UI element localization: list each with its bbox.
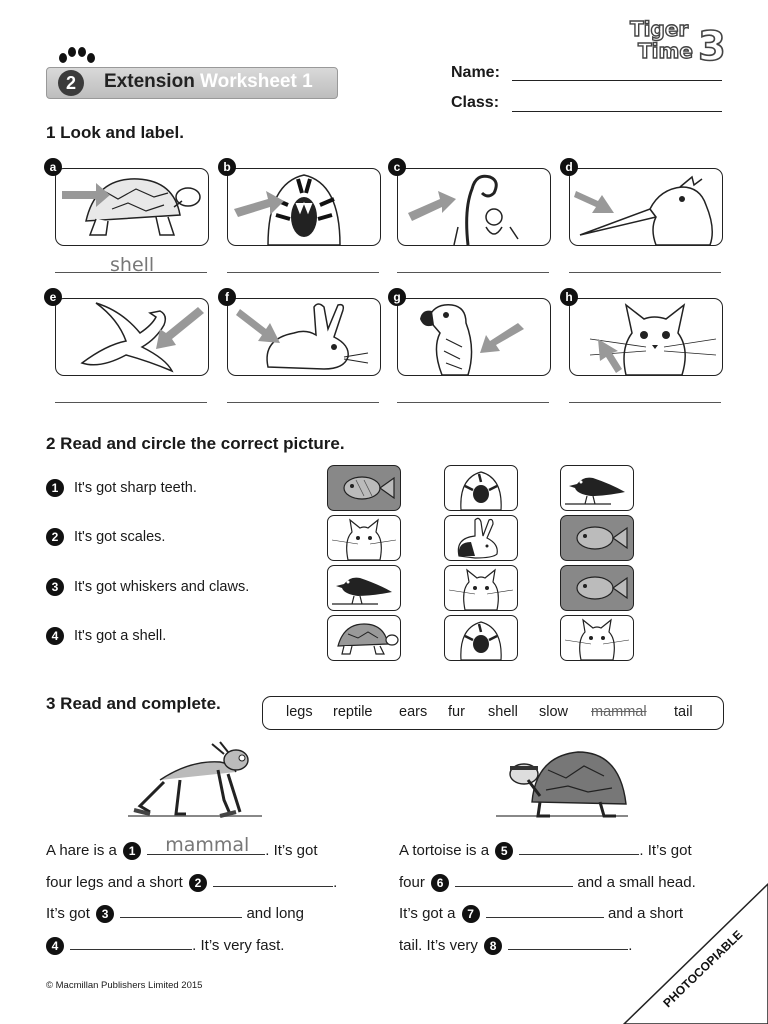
cat-icon (570, 299, 722, 375)
logo-level: 3 (698, 24, 726, 64)
q1-option-fish[interactable] (327, 465, 401, 511)
hare-l3b: and long (246, 905, 304, 922)
cat-icon (328, 516, 400, 560)
hare-blank-3[interactable] (120, 903, 242, 918)
tortoise-l4b: . (628, 937, 633, 954)
q4-number: 4 (46, 627, 64, 645)
tortoise-num-7: 7 (462, 905, 480, 923)
q3-number: 3 (46, 578, 64, 596)
flying-bird-icon (56, 299, 208, 375)
banner-extension: Extension (104, 71, 195, 92)
section1-heading: 1 Look and label. (46, 123, 184, 142)
tortoise-l2b: and a small head. (577, 874, 696, 891)
logo-line1: Tiger (630, 17, 689, 41)
hare-blank-2[interactable] (213, 872, 333, 887)
picture-c-monkey (397, 168, 551, 246)
parrot-icon (398, 299, 550, 375)
letter-d: d (560, 158, 578, 176)
fish-icon (328, 466, 400, 510)
q4-option-tiger[interactable] (444, 615, 518, 661)
section2-heading: 2 Read and circle the correct picture. (46, 434, 345, 453)
hare-num-1: 1 (123, 842, 141, 860)
tiger-icon (445, 616, 517, 660)
name-label: Name: (451, 64, 500, 81)
q4-text: It's got a shell. (74, 628, 167, 644)
answer-line-f[interactable] (227, 402, 379, 403)
cat-icon (445, 566, 517, 610)
tortoise-illustration (492, 740, 632, 824)
unit-number-badge: 2 (58, 70, 84, 96)
photocopiable-corner (620, 880, 768, 1024)
q1-option-tiger[interactable] (444, 465, 518, 511)
cat-icon (561, 616, 633, 660)
tiger-icon (228, 169, 380, 245)
fish-icon (561, 516, 633, 560)
picture-f-rabbit (227, 298, 381, 376)
monkey-icon (398, 169, 550, 245)
letter-c: c (388, 158, 406, 176)
hare-l2b: . (333, 874, 338, 891)
q3-option-bird[interactable] (327, 565, 401, 611)
word-mammal-struck: mammal (591, 704, 647, 720)
word-shell: shell (488, 704, 518, 720)
hare-num-2: 2 (189, 874, 207, 892)
hare-answer-1: mammal (165, 834, 250, 856)
tortoise-blank-6[interactable] (455, 872, 573, 887)
hare-blank-1[interactable] (147, 834, 265, 856)
hare-num-3: 3 (96, 905, 114, 923)
q2-number: 2 (46, 528, 64, 546)
hare-line-3 (46, 903, 304, 923)
letter-e: e (44, 288, 62, 306)
word-ears: ears (399, 704, 428, 720)
class-field[interactable] (512, 111, 722, 112)
fish-icon (561, 566, 633, 610)
bird-icon (570, 169, 722, 245)
tiger-time-logo (628, 14, 728, 64)
tortoise-blank-7[interactable] (486, 903, 604, 918)
picture-h-cat (569, 298, 723, 376)
tortoise-l3b: and a short (607, 905, 684, 922)
tortoise-icon (56, 169, 208, 245)
q1-text: It's got sharp teeth. (74, 480, 197, 496)
word-legs: legs (286, 704, 313, 720)
tortoise-l3a: It’s got a (399, 905, 456, 922)
q1-option-bird[interactable] (560, 465, 634, 511)
answer-line-g[interactable] (397, 402, 549, 403)
tortoise-l2a: four (399, 874, 425, 891)
q4-option-tortoise[interactable] (327, 615, 401, 661)
tortoise-num-5: 5 (495, 842, 513, 860)
q3-option-fish[interactable] (560, 565, 634, 611)
rabbit-icon (445, 516, 517, 560)
tortoise-line-4 (399, 935, 632, 955)
q4-option-cat[interactable] (560, 615, 634, 661)
picture-a-tortoise (55, 168, 209, 246)
hare-l1a: A hare is a (46, 842, 117, 859)
tortoise-l1a: A tortoise is a (399, 842, 490, 859)
answer-a-text: shell (110, 254, 155, 276)
rabbit-icon (228, 299, 380, 375)
answer-line-h[interactable] (569, 402, 721, 403)
answer-line-b[interactable] (227, 272, 379, 273)
word-tail: tail (674, 704, 693, 720)
hare-l3a: It’s got (46, 905, 90, 922)
letter-h: h (560, 288, 578, 306)
letter-a: a (44, 158, 62, 176)
hare-num-4: 4 (46, 937, 64, 955)
word-reptile: reptile (333, 704, 373, 720)
tortoise-num-8: 8 (484, 937, 502, 955)
letter-b: b (218, 158, 236, 176)
answer-line-c[interactable] (397, 272, 549, 273)
hare-l1b: . It’s got (265, 842, 318, 859)
hare-line-4 (46, 935, 284, 955)
tiger-icon (445, 466, 517, 510)
tortoise-blank-8[interactable] (508, 935, 628, 950)
word-slow: slow (539, 704, 569, 720)
q2-text: It's got scales. (74, 529, 166, 545)
name-field[interactable] (512, 80, 722, 81)
picture-d-bird-beak (569, 168, 723, 246)
photocopiable-label: PHOTOCOPIABLE (660, 927, 746, 1011)
q2-option-rabbit[interactable] (444, 515, 518, 561)
tortoise-num-6: 6 (431, 874, 449, 892)
answer-line-e[interactable] (55, 402, 207, 403)
bird-icon (561, 466, 633, 510)
tortoise-l4a: tail. It’s very (399, 937, 478, 954)
tortoise-blank-5[interactable] (519, 840, 639, 855)
q2-option-cat[interactable] (327, 515, 401, 561)
section3-heading: 3 Read and complete. (46, 694, 221, 713)
answer-line-d[interactable] (569, 272, 721, 273)
tortoise-l1b: . It’s got (639, 842, 692, 859)
letter-f: f (218, 288, 236, 306)
q1-number: 1 (46, 479, 64, 497)
tortoise-icon (328, 616, 400, 660)
picture-e-bird (55, 298, 209, 376)
picture-b-tiger (227, 168, 381, 246)
picture-g-parrot (397, 298, 551, 376)
class-label: Class: (451, 94, 500, 111)
hare-l4b: . It’s very fast. (192, 937, 285, 954)
hare-illustration (120, 740, 270, 824)
hare-l2a: four legs and a short (46, 874, 183, 891)
banner-worksheet: Worksheet 1 (200, 71, 313, 92)
q2-option-fish[interactable] (560, 515, 634, 561)
letter-g: g (388, 288, 406, 306)
hare-blank-4[interactable] (70, 935, 192, 950)
q3-option-cat[interactable] (444, 565, 518, 611)
hare-line-2 (46, 872, 337, 892)
hare-line-1 (46, 834, 318, 860)
logo-line2: Time (638, 39, 693, 63)
word-fur: fur (448, 704, 465, 720)
copyright-notice: © Macmillan Publishers Limited 2015 (46, 980, 203, 991)
bird-icon (328, 566, 400, 610)
q3-text: It's got whiskers and claws. (74, 579, 250, 595)
tortoise-line-1 (399, 840, 692, 860)
